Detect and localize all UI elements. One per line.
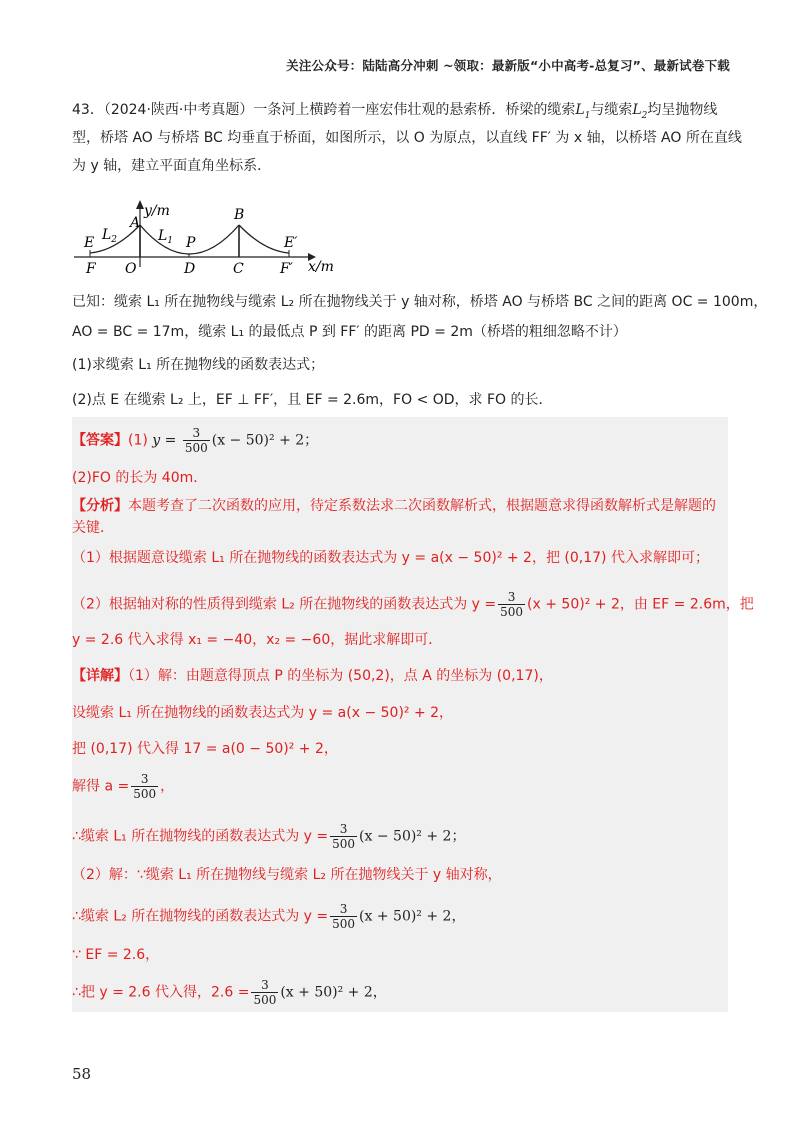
cable-right-curve: [239, 225, 289, 253]
detail-9-tail: (x + 50)² + 2，: [280, 984, 387, 1001]
label-d: D: [184, 261, 196, 277]
answer-1-expr: y =: [152, 432, 181, 449]
analysis-line-2: 关键．: [72, 520, 114, 536]
hint-line-1: （1）根据题意设缆索 L₁ 所在抛物线的函数表达式为 y = a(x − 50)² + 2，把 (0,17) 代入求解即可；: [72, 550, 709, 566]
detail-line-7: [72, 902, 465, 931]
label-o: O: [125, 261, 137, 277]
label-a: A: [130, 215, 141, 231]
fraction-denominator: 500: [253, 993, 277, 1007]
hint-line-2: [72, 590, 754, 619]
y-axis-arrow: [136, 200, 144, 209]
detail-line-8: ∵ EF = 2.6，: [72, 947, 160, 963]
analysis-tag: 【分析】: [72, 498, 128, 514]
question-2: (2)点 E 在缆索 L₂ 上，EF ⊥ FF′，且 EF = 2.6m，FO < OD，求 FO 的长．: [72, 392, 553, 408]
fraction-numerator: 3: [183, 426, 210, 441]
detail-5-tail: (x − 50)² + 2；: [359, 828, 466, 845]
detail-9-fraction: [251, 978, 278, 1007]
label-c: C: [233, 261, 244, 277]
fraction-numerator: 3: [498, 590, 525, 605]
problem-number: 43．（2024·陕西·中考真题）一条河上横跨着一座宏伟壮观的悬索桥．桥梁的缆索: [72, 102, 576, 118]
detail-5-text: ∴缆索 L₁ 所在抛物线的函数表达式为 y =: [72, 828, 329, 845]
problem-line-2: 型，桥塔 AO 与桥塔 BC 均垂直于桥面，如图所示，以 O 为原点，以直线 FF′ 为 x 轴，以桥塔 AO 所在直线: [72, 130, 742, 146]
detail-tag: 【详解】: [72, 668, 128, 684]
analysis-line-1: [72, 496, 716, 516]
answer-line-2: (2)FO 的长为 40m．: [72, 470, 208, 486]
page-number: 58: [72, 1065, 92, 1083]
answer-1-tail: (x − 50)² + 2；: [211, 432, 319, 449]
problem-line-3: 为 y 轴，建立平面直角坐标系．: [72, 158, 272, 174]
cable-l2: $L_2$: [632, 102, 648, 121]
label-b: B: [234, 207, 245, 223]
fraction-numerator: 3: [330, 822, 357, 837]
detail-7-text: ∴缆索 L₂ 所在抛物线的函数表达式为 y =: [72, 908, 329, 925]
detail-5-fraction: [330, 822, 357, 851]
problem-line-1: [72, 100, 717, 126]
detail-4-text: 解得 a =: [72, 778, 130, 795]
detail-line-4: [72, 772, 174, 801]
answer-line-1: [72, 426, 318, 455]
label-e-prime: E′: [284, 235, 298, 251]
answer-1-prefix: (1): [128, 432, 148, 449]
problem-text: 均呈抛物线: [647, 102, 718, 118]
fraction-numerator: 3: [131, 772, 158, 787]
detail-4-tail: ，: [160, 778, 175, 795]
detail-line-9: [72, 978, 387, 1007]
hint-2-text: （2）根据轴对称的性质得到缆索 L₂ 所在抛物线的函数表达式为 y =: [72, 596, 497, 613]
hint-2-fraction: [498, 590, 525, 619]
problem-text: 与缆索: [590, 102, 633, 118]
label-l1: $L_1$: [158, 228, 174, 246]
detail-line-2: 设缆索 L₁ 所在抛物线的函数表达式为 y = a(x − 50)² + 2，: [72, 705, 454, 721]
answer-1-fraction: [183, 426, 210, 455]
detail-line-6: （2）解：∵缆索 L₁ 所在抛物线与缆索 L₂ 所在抛物线关于 y 轴对称，: [72, 867, 502, 883]
detail-line-3: 把 (0,17) 代入得 17 = a(0 − 50)² + 2，: [72, 741, 338, 757]
fraction-denominator: 500: [332, 837, 356, 851]
given-line-2: AO = BC = 17m，缆索 L₁ 的最低点 P 到 FF′ 的距离 PD = 2m（桥塔的粗细忽略不计）: [72, 324, 627, 340]
detail-9-text: ∴把 y = 2.6 代入得，2.6 =: [72, 984, 250, 1001]
fraction-denominator: 500: [184, 441, 208, 455]
hint-2-tail: (x + 50)² + 2，由 EF = 2.6m，把: [527, 596, 754, 613]
fraction-denominator: 500: [332, 917, 356, 931]
label-e: E: [84, 235, 95, 251]
detail-4-fraction: [131, 772, 158, 801]
detail-line-1: [72, 666, 553, 686]
cable-l1: $L_1$: [575, 102, 591, 121]
fraction-denominator: 500: [500, 605, 524, 619]
bridge-figure: [72, 195, 352, 280]
fraction-denominator: 500: [133, 787, 157, 801]
answer-tag: 【答案】: [72, 432, 128, 449]
detail-line-5: [72, 822, 465, 851]
header-note: 关注公众号：陆陆高分冲刺 ~领取：最新版“小中高考-总复习”、最新试卷下载: [286, 58, 730, 73]
detail-7-tail: (x + 50)² + 2，: [359, 908, 466, 925]
x-axis-label: x/m: [308, 259, 334, 275]
hint-line-3: y = 2.6 代入求得 x₁ = −40，x₂ = −60，据此求解即可．: [72, 632, 443, 648]
fraction-numerator: 3: [330, 902, 357, 917]
y-axis-label: y/m: [144, 203, 170, 219]
label-f-prime: F′: [280, 261, 293, 277]
fraction-numerator: 3: [251, 978, 278, 993]
question-1: (1)求缆索 L₁ 所在抛物线的函数表达式；: [72, 357, 325, 373]
analysis-text: 本题考查了二次函数的应用，待定系数法求二次函数解析式，根据题意求得函数解析式是解题的: [128, 498, 716, 514]
given-line-1: 已知：缆索 L₁ 所在抛物线与缆索 L₂ 所在抛物线关于 y 轴对称，桥塔 AO 与桥塔 BC 之间的距离 OC = 100m，: [72, 294, 768, 310]
detail-1-text: （1）解：由题意得顶点 P 的坐标为 (50,2)，点 A 的坐标为 (0,17)，: [128, 668, 553, 684]
label-p: P: [186, 235, 196, 251]
detail-7-fraction: [330, 902, 357, 931]
label-l2: $L_2$: [102, 227, 118, 245]
label-f: F: [86, 261, 96, 277]
